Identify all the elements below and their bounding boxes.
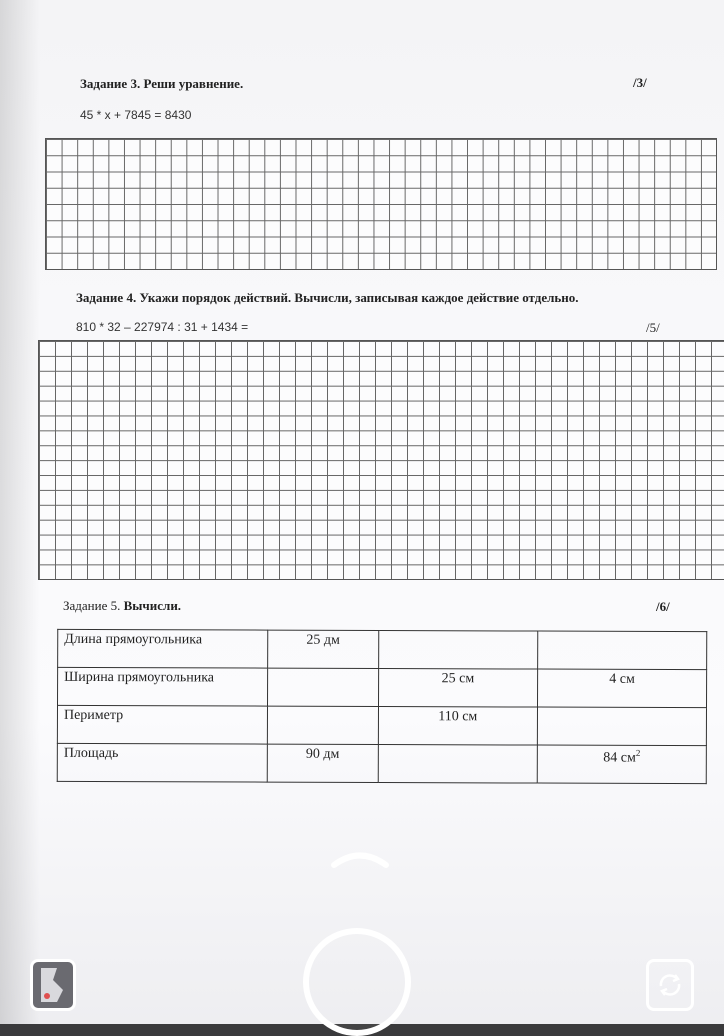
task5-score: /6/ — [656, 599, 670, 614]
table-cell: 25 см — [378, 668, 537, 707]
table-cell — [538, 631, 707, 670]
paper-shadow — [0, 0, 40, 1024]
table-cell: Длина прямоугольника — [58, 629, 268, 668]
gallery-icon[interactable] — [30, 959, 76, 1011]
task5-title-prefix: Задание 5. — [63, 598, 124, 613]
task5-title — [63, 598, 181, 614]
table-cell: 110 см — [378, 706, 537, 745]
table-cell: 90 дм — [267, 744, 378, 782]
task5-title-bold: Вычисли. — [123, 598, 182, 613]
area-exponent: 2 — [635, 747, 641, 758]
table-cell — [267, 706, 378, 744]
table-cell — [537, 745, 706, 784]
task3-title: Задание 3. Реши уравнение. — [80, 76, 244, 91]
task4-answer-grid — [38, 340, 724, 580]
table-cell: Площадь — [57, 743, 267, 782]
task4-title: Задание 4. Укажи порядок действий. Вычисли, записывая каждое действие отдельно. — [76, 290, 579, 305]
task3-answer-grid — [45, 138, 717, 270]
area-value: 84 см — [603, 750, 636, 766]
table-row — [58, 667, 707, 707]
gallery-thumbnail-icon — [33, 962, 73, 1008]
table-cell: Ширина прямоугольника — [58, 667, 268, 706]
table-cell: Периметр — [57, 705, 267, 744]
rotate-arrows-icon — [649, 962, 691, 1008]
task3-equation: 45 * x + 7845 = 8430 — [80, 108, 192, 122]
table-cell — [378, 744, 537, 783]
table-cell — [378, 630, 537, 669]
table-row — [57, 743, 706, 783]
table-cell — [537, 707, 706, 746]
table-row — [57, 705, 706, 745]
task4-score: /5/ — [646, 320, 660, 335]
rotate-camera-icon[interactable] — [646, 959, 694, 1011]
rectangle-table — [57, 629, 708, 784]
table-row — [58, 629, 707, 669]
task4-expression: 810 * 32 – 227974 : 31 + 1434 = — [76, 320, 249, 334]
table-cell: 25 дм — [268, 630, 379, 668]
table-cell — [268, 668, 379, 706]
chevron-up-icon[interactable] — [328, 848, 392, 870]
table-cell: 4 см — [537, 669, 706, 708]
task3-score: /3/ — [633, 75, 647, 90]
shutter-button[interactable] — [303, 928, 411, 1036]
